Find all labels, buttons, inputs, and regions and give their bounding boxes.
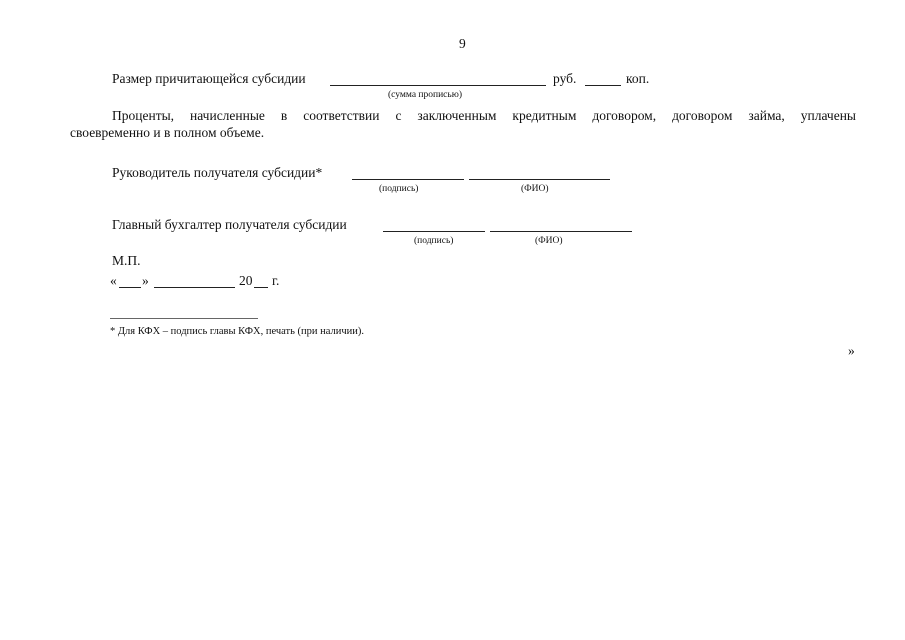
page-number: 9 bbox=[459, 36, 466, 51]
date-year-prefix: 20 bbox=[239, 273, 253, 288]
date-open-quote: « bbox=[110, 273, 117, 288]
head-of-recipient-label: Руководитель получателя субсидии* bbox=[112, 165, 323, 180]
accountant-signature-blank bbox=[383, 231, 485, 232]
head-name-blank bbox=[469, 179, 610, 180]
date-close-quote: » bbox=[142, 273, 149, 288]
seal-place-label: М.П. bbox=[112, 253, 141, 268]
closing-quote: » bbox=[848, 343, 855, 358]
accountant-name-blank bbox=[490, 231, 632, 232]
date-year-suffix: г. bbox=[272, 273, 280, 288]
interest-line-2: своевременно и в полном объеме. bbox=[70, 125, 265, 140]
kop-label: коп. bbox=[626, 71, 650, 86]
footnote-text: * Для КФХ – подпись главы КФХ, печать (при наличии). bbox=[110, 326, 365, 337]
interest-line-1: Проценты, начисленные в соответствии с заключенным кредитным договором, договором займа, уплачены bbox=[112, 108, 856, 123]
chief-accountant-label: Главный бухгалтер получателя субсидии bbox=[112, 217, 347, 232]
amount-in-words-hint: (сумма прописью) bbox=[388, 90, 462, 100]
date-year-blank bbox=[254, 287, 268, 288]
date-day-blank bbox=[119, 287, 141, 288]
head-name-hint: (ФИО) bbox=[521, 184, 549, 194]
head-signature-blank bbox=[352, 179, 464, 180]
footnote-separator bbox=[110, 318, 258, 319]
accountant-name-hint: (ФИО) bbox=[535, 236, 563, 246]
date-month-blank bbox=[154, 287, 235, 288]
head-signature-hint: (подпись) bbox=[379, 184, 419, 194]
subsidy-amount-label: Размер причитающейся субсидии bbox=[112, 71, 306, 86]
rub-label: руб. bbox=[553, 71, 577, 86]
subsidy-amount-blank bbox=[330, 85, 546, 86]
kop-blank bbox=[585, 85, 621, 86]
accountant-signature-hint: (подпись) bbox=[414, 236, 454, 246]
